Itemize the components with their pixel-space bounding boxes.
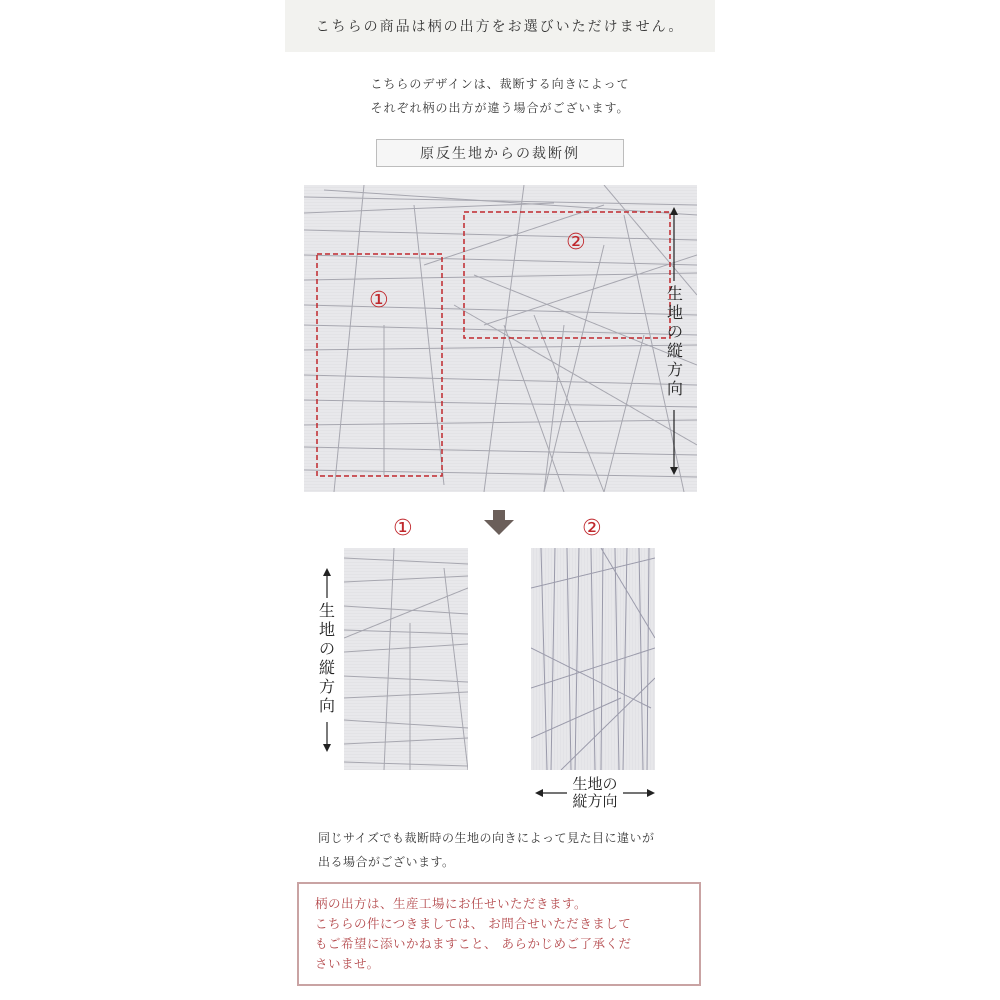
right-arrow-icon bbox=[623, 787, 655, 799]
direction-char: 向 bbox=[666, 381, 683, 398]
cut-1-direction-label bbox=[314, 602, 340, 716]
description-line-2: 出る場合がございます。 bbox=[318, 855, 455, 869]
direction-char: 向 bbox=[318, 698, 335, 715]
result-2-marker: ② bbox=[582, 516, 602, 541]
direction-char: の bbox=[318, 641, 335, 658]
direction-char: 縦 bbox=[318, 660, 335, 677]
main-direction-label bbox=[662, 285, 688, 399]
direction-char: 方 bbox=[666, 362, 683, 379]
region-2-marker: ② bbox=[566, 230, 586, 255]
intro-text bbox=[300, 72, 700, 120]
direction-line-2: 縦方向 bbox=[572, 793, 618, 810]
notice-line-2: こちらの件につきましては、 お問合せいただきまして bbox=[315, 916, 632, 931]
page-title: こちらの商品は柄の出方をお選びいただけません。 bbox=[285, 0, 715, 52]
direction-line-1: 生地の bbox=[572, 776, 618, 793]
direction-char: の bbox=[666, 324, 683, 341]
notice-line-4: さいませ。 bbox=[315, 956, 380, 971]
notice-line-3: もご希望に添いかねますこと、 あらかじめご了承くだ bbox=[315, 936, 632, 951]
fabric-cut-2-image bbox=[531, 548, 655, 770]
up-arrow-icon bbox=[321, 568, 333, 598]
direction-char: 生 bbox=[666, 286, 683, 303]
description-text bbox=[318, 826, 718, 874]
cut-2-direction-label bbox=[567, 776, 623, 810]
direction-char: 地 bbox=[666, 305, 683, 322]
region-1-marker: ① bbox=[369, 288, 389, 313]
direction-char: 縦 bbox=[666, 343, 683, 360]
fabric-main-image bbox=[304, 185, 697, 492]
down-arrow-icon bbox=[484, 510, 514, 536]
notice-line-1: 柄の出方は、生産工場にお任せいただきます。 bbox=[315, 896, 588, 911]
result-1-marker: ① bbox=[393, 516, 413, 541]
notice-box bbox=[297, 882, 701, 986]
intro-line-2: それぞれ柄の出方が違う場合がございます。 bbox=[370, 101, 630, 115]
direction-char: 地 bbox=[318, 622, 335, 639]
intro-line-1: こちらのデザインは、裁断する向きによって bbox=[370, 77, 630, 91]
direction-char: 方 bbox=[318, 679, 335, 696]
cutting-example-label: 原反生地からの裁断例 bbox=[376, 139, 624, 167]
left-arrow-icon bbox=[535, 787, 567, 799]
down-small-arrow-icon bbox=[321, 722, 333, 752]
description-line-1: 同じサイズでも裁断時の生地の向きによって見た目に違いが bbox=[318, 831, 655, 845]
fabric-cut-1-image bbox=[344, 548, 468, 770]
direction-char: 生 bbox=[318, 603, 335, 620]
